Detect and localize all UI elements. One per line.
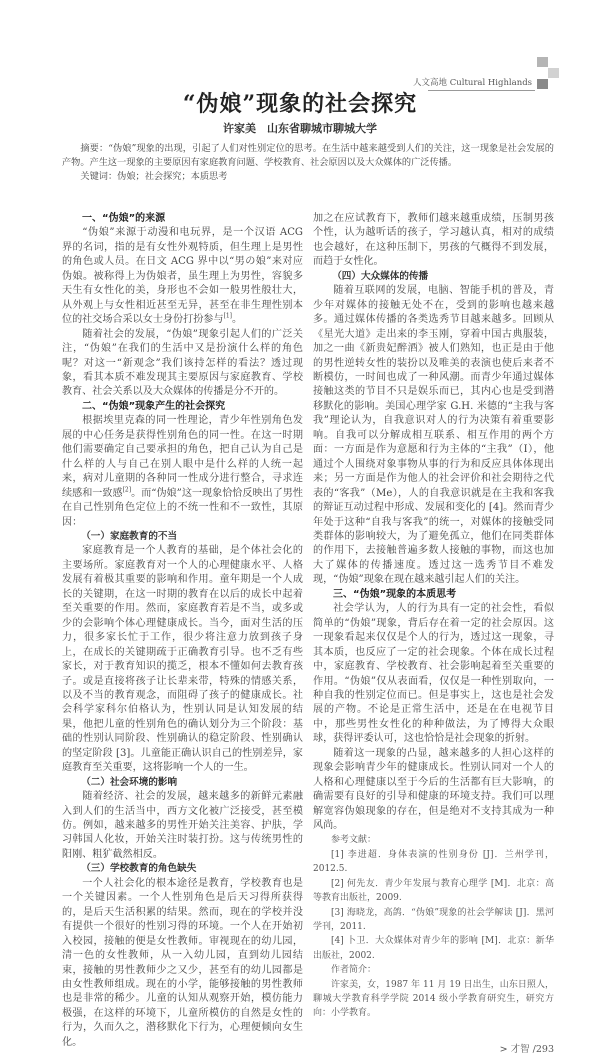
references [313, 833, 554, 1020]
paragraph-text: 根据埃里克森的同一性理论，青少年性别角色发展的中心任务是获得性别角色的同一性。在这一时期他们需要确定自己要承担的角色，把自己认为自己是什么样的人与自己在别人眼中是什么样的人统一起来，病对儿童期的各种同一性成分进行整合，寻求连续感和一致感 [62, 415, 303, 499]
subsection-heading: （三）学校教育的角色缺失 [81, 863, 197, 875]
paragraph [62, 414, 303, 530]
subsection-heading: （四）大众媒体的传播 [332, 270, 429, 282]
right-column [313, 212, 554, 1057]
left-column [62, 212, 303, 1050]
header-decoration-square [537, 57, 548, 67]
paragraph: 家庭教育是一个人教育的基础，是个体社会化的主要场所。家庭教育对一个人的心理健康水平、人格发展有着极其重要的影响和作用。童年期是一个人成长的关键期，在这一时期的教育在以后的成长中起着至关重要的作用。然而，家庭教育若是不当，或多或少的会影响个体心理健康成长。当今，面对生活的压力，很多家长忙于工作，很少将注意力放到孩子身上，在成长的关键期疏于正确教育引导。也不乏有些家长，对于教育知识的揽乏，根本不懂如何去教育孩子。或是直接将孩子让长辈来带，特殊的情感关系，以及不当的教育观念，而阻碍了孩子的健康成长。社会科学家科尔伯格认为，性别认同是认知发展的结果，他把儿童的性别角色的确认划分为三个阶段：基础的性别认同阶段、性别确认的稳定阶段、性别确认的坚定阶段 [3]。儿童能正确认识自己的性别差异，家庭教育至关重要，这将影响一个人的一生。 [62, 545, 303, 774]
article-title: “伪娘”现象的社会探究 [182, 91, 418, 117]
subsection-heading: （一）家庭教育的不当 [81, 530, 178, 542]
section-header: 人文高地 Cultural Highlands [413, 78, 532, 88]
paragraph-text: 。 [232, 314, 243, 326]
author-bio-label: 作者简介： [331, 965, 377, 976]
keywords: 关键词：伪娘；社会探究；本质思考 [80, 171, 228, 182]
section-heading: 二、“伪娘”现象产生的社会探究 [82, 400, 226, 412]
reference-item: [3] 海晓龙，高鸽．“伪娘”现象的社会学解读 [J]．黑河学刊，2011. [313, 907, 554, 932]
header-decoration-square [548, 68, 559, 78]
section-heading: 三、“伪娘”现象的本质思考 [333, 588, 457, 600]
paragraph-text: “伪娘”来源于动漫和电玩界，是一个汉语 ACG 界的名词，指的是有女性外观特质，但生理上是男性的角色或人员。在日文 ACG 界中以“男の娘”来对应伪娘。被称得上为伪娘者，虽生理上为男性，容貌多天生有女性化的美，身形也不会如一般男性般壮大，从外观上与女性相近甚至无异，甚至在非生理性别本位的社交场合采以女士身份打扮参与 [62, 227, 303, 326]
abstract: 摘要：“伪娘”现象的出现，引起了人们对性别定位的思考。在生活中越来越受到人们的关注，这一现象是社会发展的产物。产生这一现象的主要原因有家庭教育问题、学校教育、社会原因以及大众媒体的广泛传播。 [62, 143, 554, 168]
paragraph: 随着经济、社会的发展，越来越多的新鲜元素融入到人们的生活当中，西方文化被广泛接受，甚至模仿。例如，越来越多的男性开始关注美容、护肤，学习韩国人化妆，开始关注时装打扮。这与传统男性的阳刚、粗犷截然相反。 [62, 791, 303, 860]
section-heading: 一、“伪娘”的来源 [82, 213, 166, 224]
header-decoration-square [537, 79, 548, 89]
references-label: 参考文献： [331, 835, 377, 846]
reference-item: [2] 何先友．青少年发展与教育心理学 [M]．北京：高等教育出版社，2009. [313, 878, 554, 904]
citation: [2] [122, 486, 132, 494]
reference-item: [4] 卜卫．大众媒体对青少年的影响 [M]．北京：新华出版社，2002. [313, 936, 554, 961]
paragraph [62, 226, 303, 327]
reference-item: [1] 李进超．身体表演的性别身份 [J]．兰州学刊，2012.5. [313, 849, 554, 875]
paragraph: 一个人社会化的根本途径是教育，学校教育也是一个关键因素。一个人性别角色是后天习得所获得的，是后天生活积累的结果。然而，现在的学校并没有提供一个很好的性别习得的环境。一个人在开始初入校园，接触的便是女性教师。审视现在的幼儿园，清一色的女性教师，从一入幼儿园，直到幼儿园结束，接触的男性教师少之又少，甚至有的幼儿园都是由女性教师组成。现在的小学，能够接触的男性教师也是非常的稀少。儿童的认知从观察开始，模仿能力极强，在这样的环境下，儿童所模仿的自然是女性的行为，久而久之，潜移默化下行为，心理便倾向女生化。 [62, 877, 303, 1048]
paragraph: 随着互联网的发展，电脑、智能手机的普及，青少年对媒体的接触无处不在，受到的影响也越来越多。通过媒体传播的各类选秀节目越来越多。回顾从《星光大道》走出来的李玉刚，穿着中国古典服装，加之一曲《新贵妃醉酒》被人们熟知，也正是由于他的男性逆转女性的装扮以及唯美的表演也使后来者不断模仿，一时间也成了一种风潮。而青少年通过媒体接触这类的节目不只是娱乐而已，其内心也是受到潜移默化的影响。美国心理学家 G.H. 米德的“主我与客我”理论认为，自我意识对人的行为决策有着重要影响。自我可以分解成相互联系、相互作用的两个方面：一方面是作为意愿和行为主体的“主我”（I），他通过个人围绕对象事物从事的行为和反应具体体现出来；另一方面是作为他人的社会评价和社会期待之代表的“客我”（Me），人的自我意识就是在主我和客我的辩证互动过程中形成、发展和变化的 [4]。然而青少年处于这种“自我与客我”的统一，对媒体的接触受同类群体的影响较大，为了避免孤立，他们在同类群体的作用下，去接触普遍多数人接触的事物，而这也加大了媒体的传播速度。透过这一选秀节目不难发现，“伪娘”现象在现在越来越引起人们的关注。 [313, 285, 554, 586]
page-footer: > 才智 /293 [499, 1043, 554, 1055]
front-matter [62, 142, 554, 184]
citation: [1] [223, 312, 232, 320]
paragraph-text: 。而“伪娘”这一现象恰恰反映出了男性在自己性别角色定位上的不统一性和不一致性，其原因： [62, 487, 303, 528]
author-affiliation: 许家美 山东省聊城市聊城大学 [223, 122, 377, 135]
paragraph: 随着社会的发展，“伪娘”现象引起人们的广泛关注，“伪娘”在我们的生活中又是扮演什么样的角色呢？对这一“新观念”我们该持怎样的看法？透过现象，看其本质不难发现其主要原因与家庭教育、学校教育、社会关系以及大众媒体的传播是分不开的。 [62, 328, 303, 398]
paragraph: 社会学认为，人的行为具有一定的社会性，看似简单的“伪娘”现象，背后存在着一定的社会原因。这一现象看起来仅仅是个人的行为，透过这一现象，寻其本质，也反应了一定的社会现象。个体在成长过程中，家庭教育、学校教育、社会影响起着至关重要的作用。“伪娘”仅从表面看，仅仅是一种性别取向，一种自我的性别定位而已。但是事实上，这也是社会发展的产物。不论是正常生活中，还是在在电视节目中，那些男性女性化的种种做法，为了博得大众眼球，获得评委认可，这也恰恰是社会现象的折射。 [313, 603, 554, 745]
paragraph: 加之在应试教育下，教师们越来越重成绩，压制男孩个性，认为越听话的孩子，学习越认真，相对的成绩也会越好，在这种压制下，男孩的气概得不到发展，而趋于女性化。 [313, 213, 554, 268]
paragraph: 随着这一现象的凸显，越来越多的人担心这样的现象会影响青少年的健康成长。性别认同对一个人的人格和心理健康以至于今后的生活都有巨大影响，的确需要有良好的引导和健康的环境支持。我们可以理解宽容伪娘现象的存在，但是绝对不支持其成为一种风尚。 [313, 747, 554, 832]
author-bio: 许家美，女，1987 年 11 月 19 日出生，山东日照人，聊城大学教育科学学院 2014 级小学教育研究生，研究方向：小学教育。 [313, 979, 554, 1019]
subsection-heading: （二）社会环境的影响 [81, 776, 178, 788]
